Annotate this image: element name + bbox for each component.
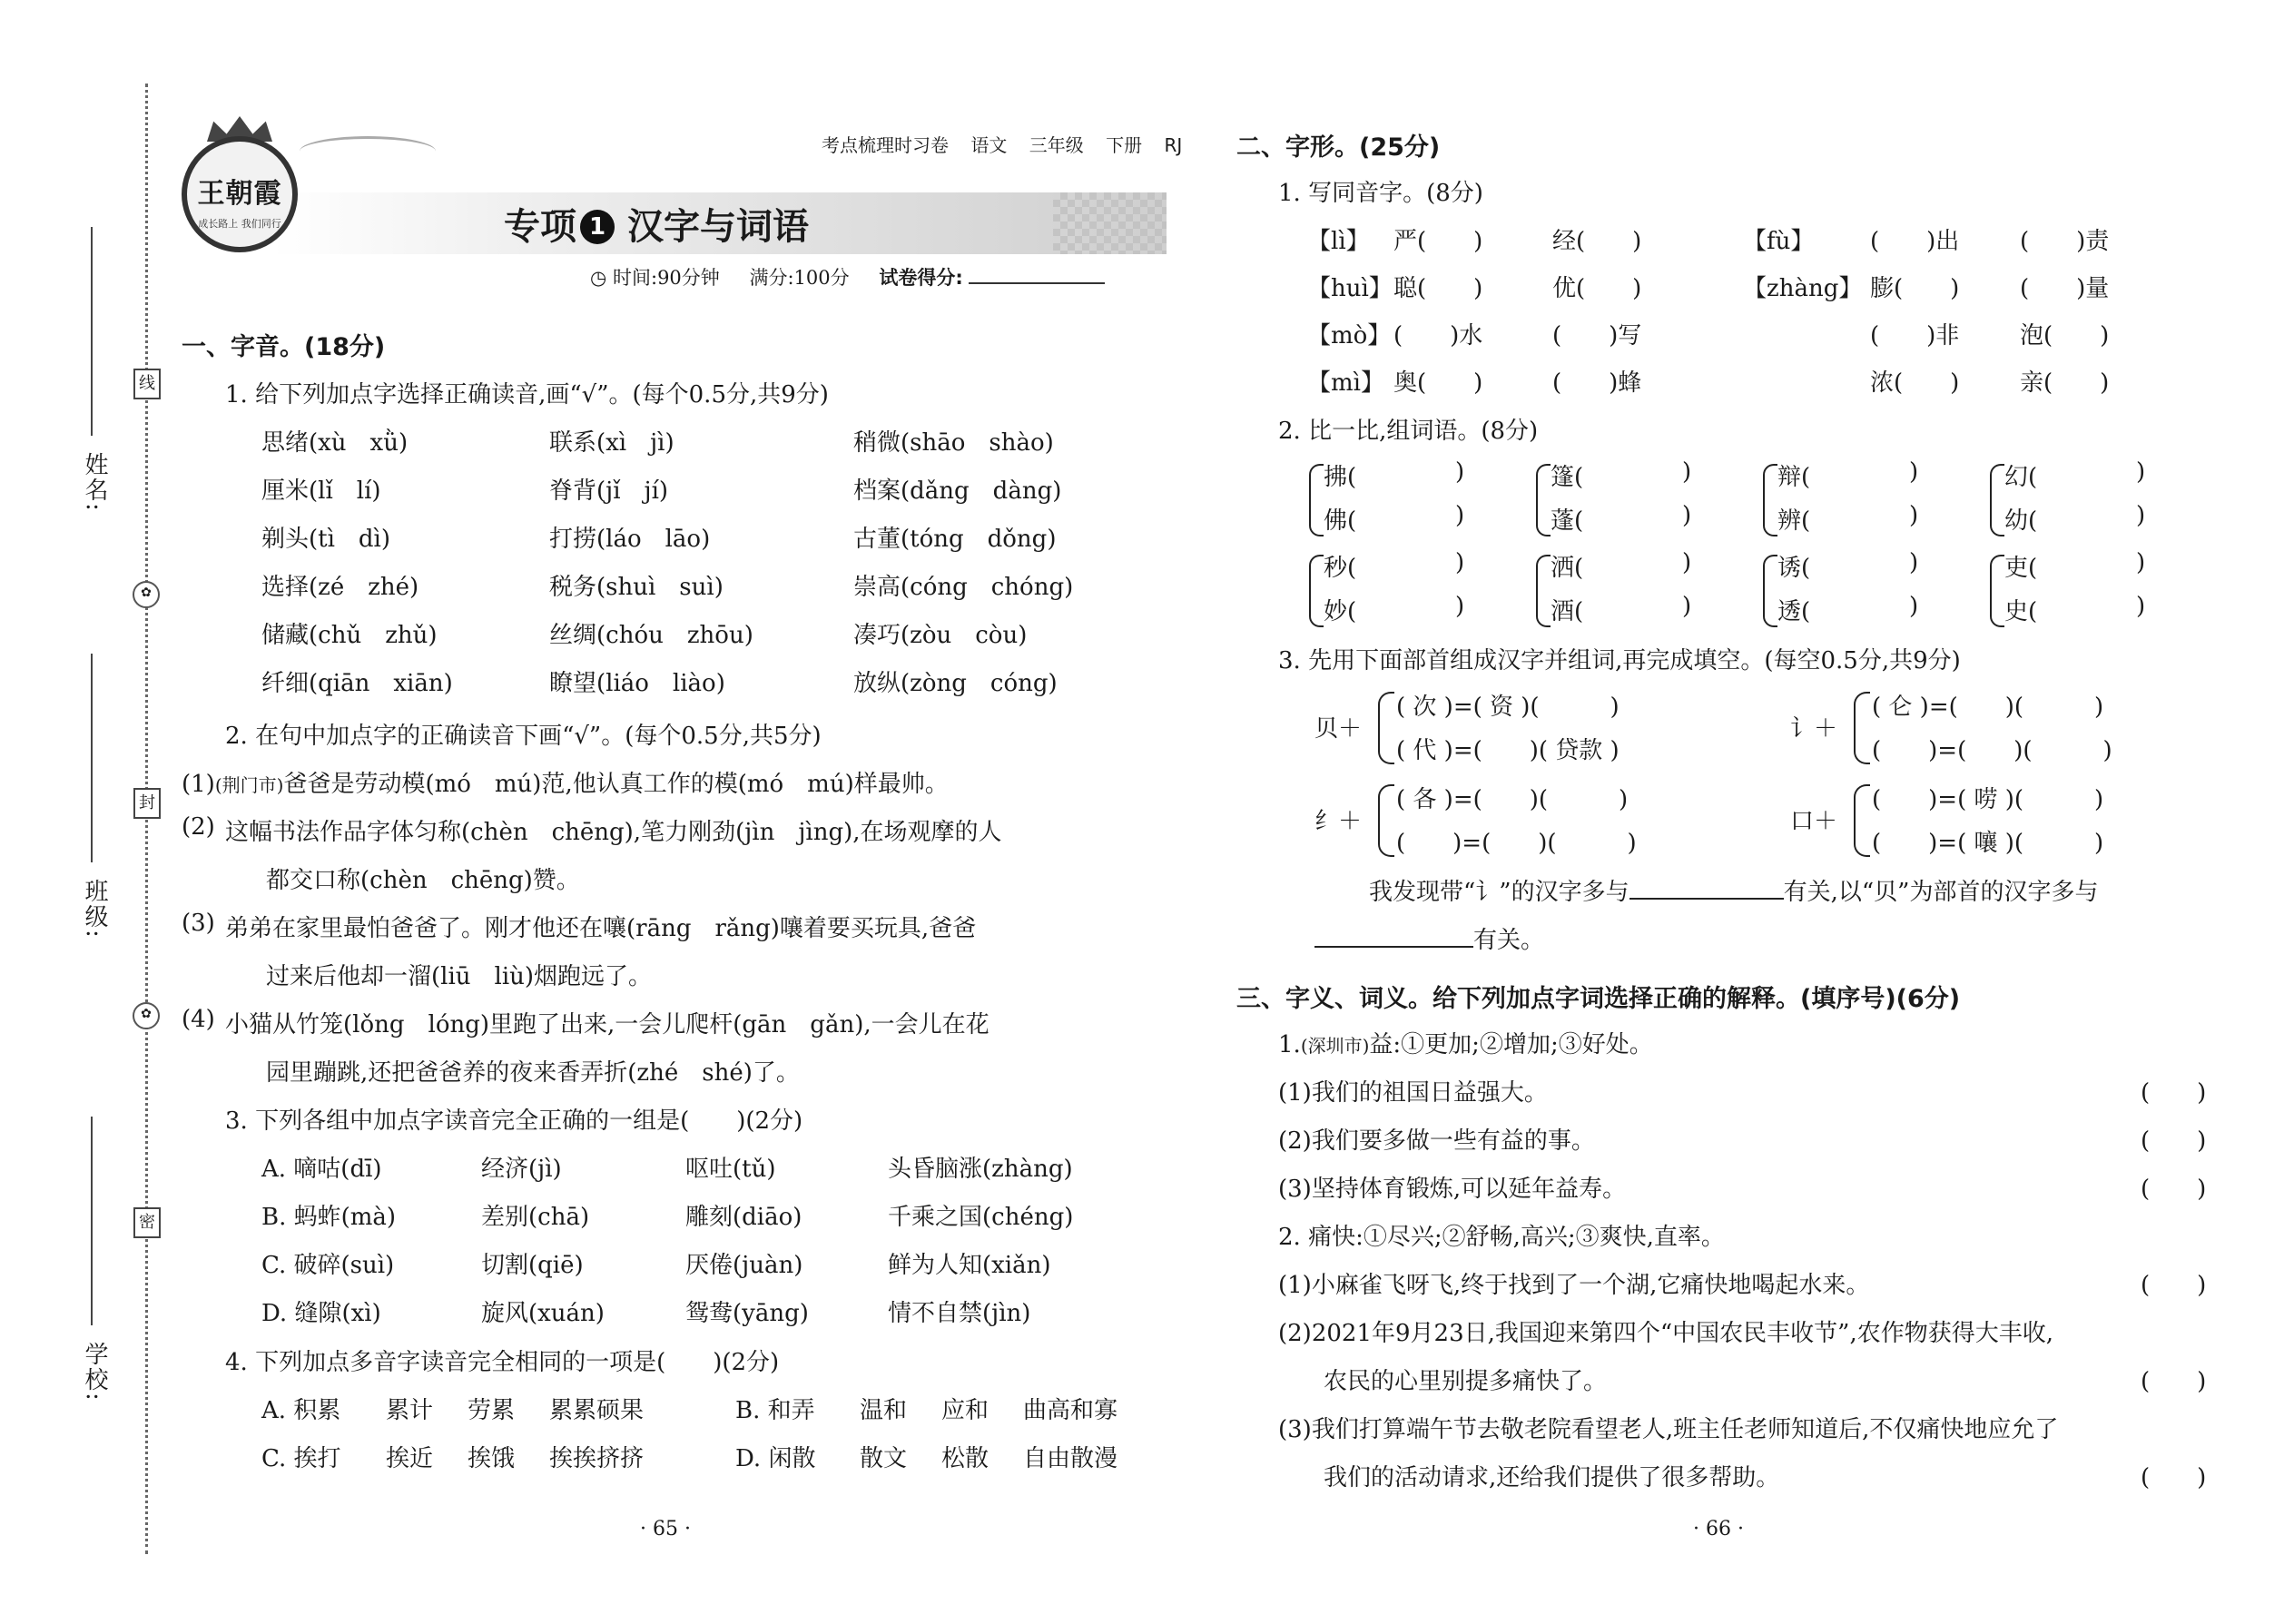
close-paren: ) (1909, 502, 1919, 529)
close-paren: ) (1909, 549, 1919, 576)
q-num: 1. (1278, 1031, 1301, 1058)
option-word: 差别(chā) (481, 1204, 590, 1231)
radical-label: 讠＋ (1790, 715, 1838, 743)
meaning-item: (2)2021年9月23日,我国迎来第四个“中国农民丰收节”,农作物获得大丰收, (1278, 1320, 2054, 1347)
polyphone-word: 散文 (860, 1445, 908, 1472)
polyphone-word: C. 挨打 (261, 1445, 341, 1472)
pinyin-choice-item: 凑巧(zòu còu) (853, 622, 1028, 649)
pinyin-choice-item: 脊背(jǐ jí) (549, 477, 669, 505)
score-label: 试卷得分: (879, 267, 963, 289)
meaning-item: (1)小麻雀飞呀飞,终于找到了一个湖,它痛快地喝起水来。 (1278, 1272, 1870, 1299)
pinyin-choice-item: 稍微(shāo shào) (853, 429, 1054, 457)
item-text: 爸爸是劳动模(mó mú)范,他认真工作的模(mó mú)样最帅。 (283, 771, 949, 798)
radical-line[interactable]: ( 代 )=( )( 贷款 ) (1396, 737, 1620, 764)
brace-bracket (1378, 784, 1394, 857)
homophone-cell: ( )责 (2020, 228, 2110, 255)
close-paren: ) (1682, 502, 1692, 529)
volume: 下册 (1106, 134, 1143, 156)
option-word: 雕刻(diāo) (685, 1204, 802, 1231)
meaning-item-cont: 农民的心里别提多痛快了。 (1324, 1368, 1608, 1395)
homophone-cell: 经( ) (1552, 228, 1642, 255)
brace-bracket (1309, 555, 1324, 627)
edition: RJ (1164, 134, 1183, 156)
option-word: 呕吐(tǔ) (685, 1156, 776, 1183)
pinyin-choice-item: 剃头(tì dì) (261, 526, 391, 553)
homophone-cell: 严( ) (1393, 228, 1483, 255)
compare-word-blank[interactable]: 蓬( (1551, 507, 1584, 535)
polyphone-word: 挨挨挤挤 (549, 1445, 645, 1472)
fill-text-3: 有关。 (1473, 927, 1545, 954)
title-prefix: 专项 (504, 206, 576, 248)
radical-line[interactable]: ( )=( )( ) (1396, 830, 1637, 857)
time-limit: 时间:90分钟 (613, 267, 720, 289)
brace-bracket (1309, 464, 1324, 536)
homophone-cell: 【fù】 (1743, 228, 1815, 255)
brace-bracket (1536, 555, 1551, 627)
source-tag: (荆门市) (214, 774, 284, 796)
polyphone-word: 挨近 (386, 1445, 434, 1472)
close-paren: ) (1455, 502, 1465, 529)
s2-fill-line-2 (1314, 921, 1544, 955)
pinyin-choice-item: 思绪(xù xǜ) (261, 429, 409, 457)
compare-word-blank[interactable]: 诱( (1777, 555, 1811, 582)
class-label: 班级: (81, 879, 108, 940)
s2-q2-prompt: 2. 比一比,组词语。(8分) (1278, 418, 1539, 445)
radical-label: 口＋ (1790, 808, 1838, 835)
option-word: D. 缝隙(xì) (261, 1300, 381, 1327)
score-blank[interactable] (969, 282, 1105, 284)
polyphone-word: D. 闲散 (735, 1445, 816, 1472)
source-tag: (深圳市) (1300, 1035, 1370, 1057)
ornament-icon: ✿ (133, 1002, 160, 1029)
close-paren: ) (1455, 549, 1465, 576)
option-word: 厌倦(juàn) (685, 1252, 803, 1279)
fill-blank-1[interactable] (1629, 898, 1784, 900)
close-paren: ) (1455, 458, 1465, 486)
homophone-cell: 【zhàng】 (1743, 275, 1863, 302)
s2-q3-prompt: 3. 先用下面部首组成汉字并组词,再完成填空。(每空0.5分,共9分) (1278, 647, 1961, 674)
s1-q2-item-4: (4) (182, 1006, 215, 1033)
homophone-cell: 【mò】 (1307, 322, 1392, 349)
s1-q2-item-2-text: 这幅书法作品字体匀称(chèn chēng),笔力刚劲(jìn jìng),在场观摩的人 (225, 819, 1002, 846)
brace-bracket (1990, 464, 2004, 536)
close-paren: ) (2136, 502, 2146, 529)
polyphone-word: 松散 (941, 1445, 989, 1472)
section-2-heading: 二、字形。(25分) (1236, 133, 1441, 162)
close-paren: ) (2136, 593, 2146, 620)
polyphone-word: 累计 (386, 1397, 434, 1424)
s1-q4-prompt: 4. 下列加点多音字读音完全相同的一项是( )(2分) (225, 1349, 780, 1376)
title-number-badge: 1 (580, 210, 615, 244)
compare-word-blank[interactable]: 妙( (1324, 598, 1357, 625)
homophone-cell: 【mì】 (1307, 369, 1384, 397)
seal-mi-mark: 密 (133, 1207, 161, 1238)
brace-bracket (1854, 784, 1870, 857)
answer-paren[interactable]: ( ) (2141, 1079, 2207, 1107)
radical-line[interactable]: ( )=( 唠 )( ) (1872, 786, 2104, 813)
polyphone-word: 应和 (941, 1397, 989, 1424)
binding-dotted-line (145, 84, 148, 1554)
option-word: B. 蚂蚱(mà) (261, 1204, 397, 1231)
pinyin-choice-item: 打捞(láo lāo) (549, 526, 711, 553)
s1-q2-item-2: (2) (182, 813, 215, 841)
close-paren: ) (1682, 549, 1692, 576)
radical-line[interactable]: ( 次 )=( 资 )( ) (1396, 694, 1620, 721)
logo-sub: 成长路上 我们同行 (198, 218, 281, 230)
name-blank[interactable] (91, 227, 93, 436)
close-paren: ) (1909, 593, 1919, 620)
option-word: A. 嘀咕(dī) (261, 1156, 382, 1183)
s3-q2-prompt: 2. 痛快:①尽兴;②舒畅,高兴;③爽快,直率。 (1278, 1224, 1725, 1251)
series-info (822, 131, 1198, 157)
homophone-cell: 聪( ) (1393, 275, 1483, 302)
full-score: 满分:100分 (749, 267, 850, 289)
compare-word-blank[interactable]: 幼( (2004, 507, 2038, 535)
answer-paren[interactable]: ( ) (2141, 1127, 2207, 1155)
homophone-cell: 膨( ) (1870, 275, 1960, 302)
brace-bracket (1990, 555, 2004, 627)
option-word: 鲜为人知(xiǎn) (888, 1252, 1051, 1279)
pinyin-choice-item: 崇高(cóng chóng) (853, 574, 1074, 601)
page-number-left: · 65 · (640, 1518, 691, 1540)
compare-word-blank[interactable]: 佛( (1324, 507, 1357, 535)
compare-word-blank[interactable]: 酒( (1551, 598, 1584, 625)
option-word: 鸳鸯(yāng) (685, 1300, 809, 1327)
seal-line-mark: 线 (133, 369, 161, 399)
close-paren: ) (1682, 458, 1692, 486)
item-num: (1) (182, 771, 215, 798)
option-word: 经济(jì) (481, 1156, 562, 1183)
meaning-item: (3)坚持体育锻炼,可以延年益寿。 (1278, 1176, 1627, 1203)
close-paren: ) (1909, 458, 1919, 486)
close-paren: ) (1455, 593, 1465, 620)
s1-q2-item-2-cont: 都交口称(chèn chēng)赞。 (266, 867, 580, 894)
compare-word-blank[interactable]: 拂( (1324, 464, 1357, 491)
pinyin-choice-item: 放纵(zòng cóng) (853, 670, 1058, 697)
s3-q1-prompt (1278, 1026, 1653, 1059)
pinyin-choice-item: 瞭望(liáo liào) (549, 670, 725, 697)
homophone-cell: ( )出 (1870, 228, 1960, 255)
s2-q1-prompt: 1. 写同音字。(8分) (1278, 180, 1483, 207)
class-blank[interactable] (91, 654, 93, 862)
radical-line[interactable]: ( 仑 )=( )( ) (1872, 694, 2104, 721)
homophone-cell: ( )蜂 (1552, 369, 1642, 397)
s1-q2-item-4-cont: 园里蹦跳,还把爸爸养的夜来香弄折(zhé shé)了。 (266, 1059, 800, 1087)
meaning-item-cont: 我们的活动请求,还给我们提供了很多帮助。 (1324, 1464, 1780, 1491)
polyphone-word: 温和 (860, 1397, 908, 1424)
radical-label: 贝＋ (1314, 715, 1363, 743)
grade: 三年级 (1029, 134, 1084, 156)
exam-meta (590, 263, 1105, 290)
answer-paren[interactable]: ( ) (2141, 1272, 2207, 1299)
polyphone-word: 曲高和寡 (1023, 1397, 1118, 1424)
clock-icon: ◷ (590, 267, 613, 289)
s1-q2-item-3-cont: 过来后他却一溜(liū liù)烟跑远了。 (266, 963, 653, 990)
homophone-cell: ( )非 (1870, 322, 1960, 349)
radical-line[interactable]: ( )=( 嚷 )( ) (1872, 830, 2104, 857)
pinyin-choice-item: 档案(dǎng dàng) (853, 477, 1062, 505)
option-word: 旋风(xuán) (481, 1300, 605, 1327)
name-label: 姓名: (81, 452, 108, 513)
pinyin-choice-item: 厘米(lǐ lí) (261, 477, 381, 505)
compare-word-blank[interactable]: 辩( (1777, 464, 1811, 491)
polyphone-word: 挨饿 (468, 1445, 516, 1472)
ornament-icon: ✿ (133, 581, 160, 608)
meaning-item: (1)我们的祖国日益强大。 (1278, 1079, 1548, 1107)
compare-word-blank[interactable]: 幻( (2004, 464, 2038, 491)
meaning-item: (2)我们要多做一些有益的事。 (1278, 1127, 1595, 1155)
homophone-cell: 亲( ) (2020, 369, 2110, 397)
school-blank[interactable] (91, 1117, 93, 1325)
close-paren: ) (2136, 549, 2146, 576)
checker-decoration (1053, 192, 1167, 254)
compare-word-blank[interactable]: 辨( (1777, 507, 1811, 535)
polyphone-word: B. 和弄 (735, 1397, 815, 1424)
homophone-cell: 泡( ) (2020, 322, 2110, 349)
brace-bracket (1854, 692, 1870, 764)
ribbon-decoration (300, 136, 436, 166)
s1-q2-item-1 (182, 765, 949, 799)
page-number-right: · 66 · (1693, 1518, 1744, 1540)
homophone-cell: ( )写 (1552, 322, 1642, 349)
homophone-cell: ( )水 (1393, 322, 1483, 349)
compare-word-blank[interactable]: 秒( (1324, 555, 1357, 582)
option-word: 千乘之国(chéng) (888, 1204, 1074, 1231)
compare-word-blank[interactable]: 洒( (1551, 555, 1584, 582)
series-name: 考点梳理时习卷 (822, 134, 949, 156)
compare-word-blank[interactable]: 篷( (1551, 464, 1584, 491)
pinyin-choice-item: 税务(shuì suì) (549, 574, 724, 601)
homophone-cell: 奥( ) (1393, 369, 1483, 397)
pinyin-choice-item: 选择(zé zhé) (261, 574, 419, 601)
option-word: 切割(qiē) (481, 1252, 584, 1279)
section-3-heading: 三、字义、词义。给下列加点字词选择正确的解释。(填序号)(6分) (1236, 985, 1961, 1013)
school-label: 学校: (81, 1342, 108, 1403)
radical-line[interactable]: ( )=( )( ) (1872, 737, 2112, 764)
pinyin-choice-item: 古董(tóng dǒng) (853, 526, 1057, 553)
answer-paren[interactable]: ( ) (2141, 1176, 2207, 1203)
s1-q2-prompt: 2. 在句中加点字的正确读音下画“√”。(每个0.5分,共5分) (225, 723, 822, 750)
fill-text-2: 有关,以“贝”为部首的汉字多与 (1783, 879, 2099, 906)
compare-word-blank[interactable]: 史( (2004, 598, 2038, 625)
option-word: 情不自禁(jìn) (888, 1300, 1031, 1327)
polyphone-word: 自由散漫 (1023, 1445, 1118, 1472)
s1-q2-item-3-text: 弟弟在家里最怕爸爸了。刚才他还在嚷(rāng rǎng)嚷着要买玩具,爸爸 (225, 915, 977, 942)
s1-q3-prompt: 3. 下列各组中加点字读音完全正确的一组是( )(2分) (225, 1107, 803, 1135)
homophone-cell: 【huì】 (1307, 275, 1393, 302)
pinyin-choice-item: 丝绸(chóu zhōu) (549, 622, 753, 649)
s1-q2-item-3: (3) (182, 910, 215, 937)
polyphone-word: 累累硕果 (549, 1397, 645, 1424)
pinyin-choice-item: 储藏(chǔ zhǔ) (261, 622, 438, 649)
s1-q1-prompt: 1. 给下列加点字选择正确读音,画“√”。(每个0.5分,共9分) (225, 381, 829, 408)
meaning-item: (3)我们打算端午节去敬老院看望老人,班主任老师知道后,不仅痛快地应允了 (1278, 1416, 2059, 1443)
brace-bracket (1536, 464, 1551, 536)
brace-bracket (1763, 464, 1777, 536)
close-paren: ) (2136, 458, 2146, 486)
polyphone-word: A. 积累 (261, 1397, 341, 1424)
title-text: 汉字与词语 (627, 206, 809, 248)
brace-bracket (1378, 692, 1394, 764)
compare-word-blank[interactable]: 透( (1777, 598, 1811, 625)
homophone-cell: 【lì】 (1307, 228, 1370, 255)
fill-blank-2[interactable] (1314, 946, 1473, 948)
pinyin-choice-item: 联系(xì jì) (549, 429, 674, 457)
section-1-heading: 一、字音。(18分) (182, 333, 386, 361)
answer-paren[interactable]: ( ) (2141, 1368, 2207, 1395)
brace-bracket (1763, 555, 1777, 627)
close-paren: ) (1682, 593, 1692, 620)
answer-paren[interactable]: ( ) (2141, 1464, 2207, 1491)
radical-label: 纟＋ (1314, 808, 1363, 835)
option-word: C. 破碎(suì) (261, 1252, 395, 1279)
q-text: 益:①更加;②增加;③好处。 (1369, 1031, 1653, 1058)
s1-q2-item-4-text: 小猫从竹笼(lǒng lóng)里跑了出来,一会儿爬杆(gān gǎn),一会儿在花 (225, 1011, 989, 1038)
polyphone-word: 劳累 (468, 1397, 516, 1424)
homophone-cell: 优( ) (1552, 275, 1642, 302)
homophone-cell: ( )量 (2020, 275, 2110, 302)
seal-feng-mark: 封 (133, 788, 161, 819)
compare-word-blank[interactable]: 吏( (2004, 555, 2038, 582)
fill-text-1: 我发现带“讠”的汉字多与 (1369, 879, 1629, 906)
logo-text: 王朝霞 (197, 178, 282, 210)
radical-line[interactable]: ( 各 )=( )( ) (1396, 786, 1629, 813)
s2-fill-line (1369, 873, 2098, 907)
brand-logo (182, 136, 298, 252)
subject: 语文 (970, 134, 1008, 156)
option-word: 头昏脑涨(zhàng) (888, 1156, 1073, 1183)
page-title (504, 198, 809, 250)
homophone-cell: 浓( ) (1870, 369, 1960, 397)
pinyin-choice-item: 纤细(qiān xiān) (261, 670, 453, 697)
